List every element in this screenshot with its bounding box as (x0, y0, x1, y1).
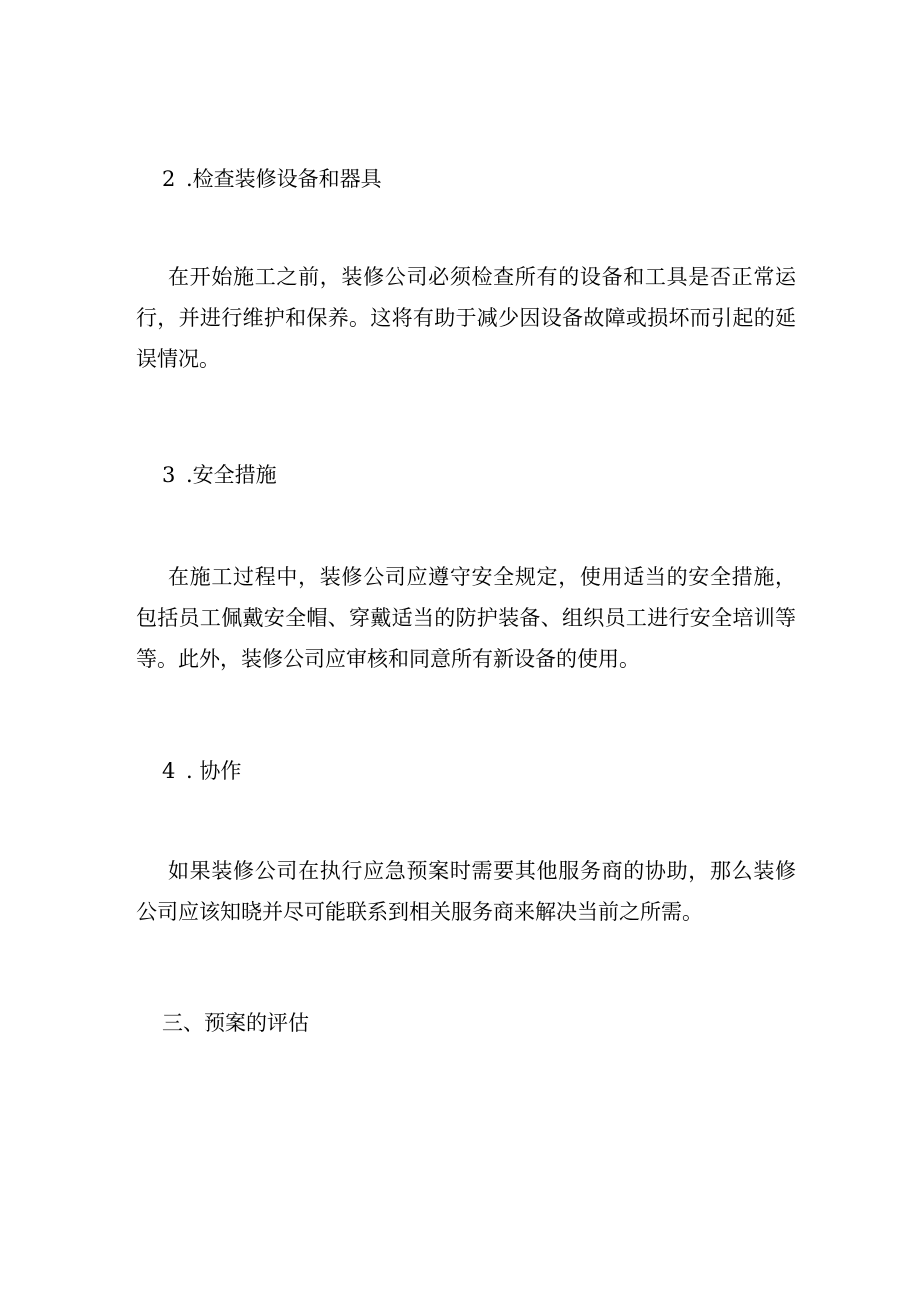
section-paragraph-3: 在施工过程中，装修公司应遵守安全规定，使用适当的安全措施，包括员工佩戴安全帽、穿戴适当的防护装备、组织员工进行安全培训等等。此外，装修公司应审核和同意所有新设备的使用。 (136, 565, 796, 671)
section-heading-2 (162, 167, 920, 191)
section-heading-3 (162, 463, 920, 487)
section-number: 3 (162, 463, 176, 487)
section-number: 4 (162, 759, 176, 783)
section-paragraph-4: 如果装修公司在执行应急预案时需要其他服务商的协助，那么装修公司应该知晓并尽可能联系到相关服务商来解决当前之所需。 (136, 859, 796, 924)
section-number: 2 (162, 167, 176, 191)
section-title: .安全措施 (186, 463, 277, 487)
section-paragraph-2: 在开始施工之前，装修公司必须检查所有的设备和工具是否正常运行，并进行维护和保养。这将有助于减少因设备故障或损坏而引起的延误情况。 (136, 265, 796, 371)
section-title: . 协作 (186, 759, 242, 783)
section-title: .检查装修设备和器具 (186, 167, 382, 191)
section-heading-4 (162, 759, 920, 783)
chapter-heading: 三、预案的评估 (162, 1011, 309, 1035)
